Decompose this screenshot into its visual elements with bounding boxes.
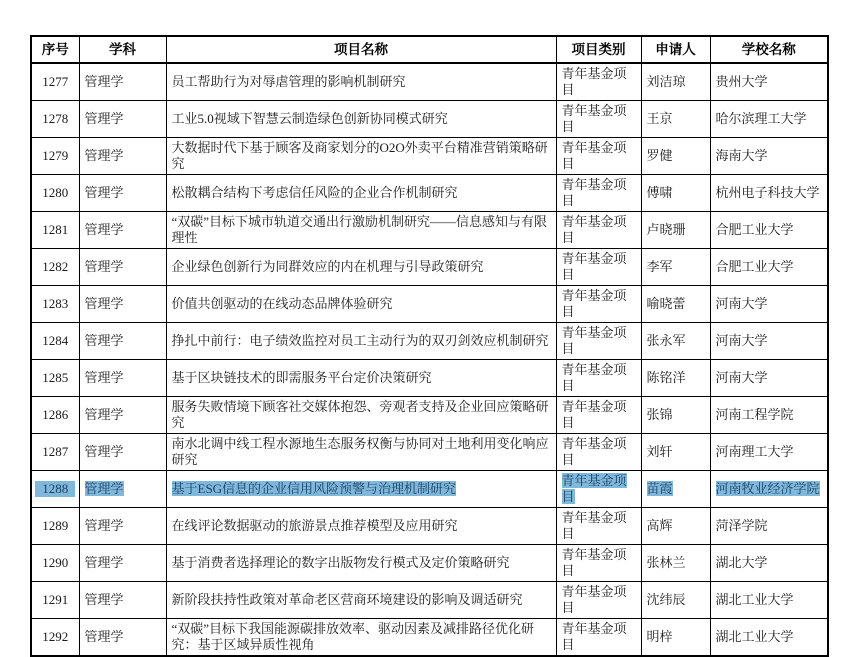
cell-school: 河南工程学院	[710, 397, 828, 434]
cell-category: 青年基金项目	[556, 434, 641, 471]
header-index: 序号	[31, 36, 79, 63]
cell-school: 河南理工大学	[710, 434, 828, 471]
cell-school: 河南大学	[710, 323, 828, 360]
table-row	[31, 101, 828, 138]
cell-index: 1289	[31, 508, 79, 545]
cell-applicant: 喻晓蕾	[641, 286, 710, 323]
cell-index: 1280	[31, 175, 79, 212]
cell-applicant: 高辉	[641, 508, 710, 545]
cell-school: 贵州大学	[710, 63, 828, 101]
cell-discipline: 管理学	[79, 175, 166, 212]
cell-school: 湖北工业大学	[710, 619, 828, 657]
cell-discipline: 管理学	[79, 471, 166, 508]
cell-project-title: 价值共创驱动的在线动态品牌体验研究	[166, 286, 556, 323]
table-row	[31, 138, 828, 175]
cell-index: 1292	[31, 619, 79, 657]
table-row	[31, 471, 828, 508]
cell-category: 青年基金项目	[556, 249, 641, 286]
cell-applicant: 明梓	[641, 619, 710, 657]
cell-school: 杭州电子科技大学	[710, 175, 828, 212]
table-row	[31, 619, 828, 657]
document-page	[0, 35, 841, 652]
cell-category: 青年基金项目	[556, 63, 641, 101]
table-row	[31, 360, 828, 397]
cell-project-title: 在线评论数据驱动的旅游景点推荐模型及应用研究	[166, 508, 556, 545]
cell-applicant: 王京	[641, 101, 710, 138]
cell-applicant: 刘轩	[641, 434, 710, 471]
cell-school: 河南大学	[710, 360, 828, 397]
cell-project-title: 南水北调中线工程水源地生态服务权衡与协同对土地利用变化响应研究	[166, 434, 556, 471]
cell-index: 1290	[31, 545, 79, 582]
cell-discipline: 管理学	[79, 508, 166, 545]
cell-project-title: 大数据时代下基于顾客及商家划分的O2O外卖平台精准营销策略研究	[166, 138, 556, 175]
cell-applicant: 张林兰	[641, 545, 710, 582]
header-project-title: 项目名称	[166, 36, 556, 63]
cell-project-title: “双碳”目标下城市轨道交通出行激励机制研究——信息感知与有限理性	[166, 212, 556, 249]
cell-index: 1279	[31, 138, 79, 175]
cell-category: 青年基金项目	[556, 138, 641, 175]
cell-discipline: 管理学	[79, 360, 166, 397]
cell-applicant: 张锦	[641, 397, 710, 434]
table-row	[31, 582, 828, 619]
cell-applicant: 傅啸	[641, 175, 710, 212]
cell-category: 青年基金项目	[556, 545, 641, 582]
cell-index: 1287	[31, 434, 79, 471]
cell-project-title: 工业5.0视域下智慧云制造绿色创新协同模式研究	[166, 101, 556, 138]
cell-category: 青年基金项目	[556, 471, 641, 508]
cell-category: 青年基金项目	[556, 582, 641, 619]
cell-category: 青年基金项目	[556, 360, 641, 397]
cell-project-title: 挣扎中前行：电子绩效监控对员工主动行为的双刃剑效应机制研究	[166, 323, 556, 360]
cell-project-title: 新阶段扶持性政策对革命老区营商环境建设的影响及调适研究	[166, 582, 556, 619]
cell-project-title: 基于区块链技术的即需服务平台定价决策研究	[166, 360, 556, 397]
cell-school: 合肥工业大学	[710, 212, 828, 249]
cell-category: 青年基金项目	[556, 101, 641, 138]
cell-index: 1278	[31, 101, 79, 138]
table-row	[31, 434, 828, 471]
cell-school: 湖北大学	[710, 545, 828, 582]
projects-table	[30, 35, 829, 657]
cell-index: 1281	[31, 212, 79, 249]
cell-school: 哈尔滨理工大学	[710, 101, 828, 138]
cell-applicant: 卢晓珊	[641, 212, 710, 249]
header-school: 学校名称	[710, 36, 828, 63]
cell-applicant: 罗健	[641, 138, 710, 175]
cell-category: 青年基金项目	[556, 175, 641, 212]
cell-discipline: 管理学	[79, 397, 166, 434]
table-row	[31, 323, 828, 360]
cell-discipline: 管理学	[79, 212, 166, 249]
table-row	[31, 508, 828, 545]
cell-category: 青年基金项目	[556, 619, 641, 657]
cell-discipline: 管理学	[79, 101, 166, 138]
cell-index: 1284	[31, 323, 79, 360]
table-row	[31, 175, 828, 212]
cell-discipline: 管理学	[79, 249, 166, 286]
cell-discipline: 管理学	[79, 63, 166, 101]
header-applicant: 申请人	[641, 36, 710, 63]
cell-index: 1277	[31, 63, 79, 101]
cell-category: 青年基金项目	[556, 323, 641, 360]
cell-index: 1286	[31, 397, 79, 434]
header-row	[31, 36, 828, 63]
cell-discipline: 管理学	[79, 619, 166, 657]
cell-category: 青年基金项目	[556, 508, 641, 545]
cell-index: 1285	[31, 360, 79, 397]
cell-discipline: 管理学	[79, 545, 166, 582]
table-row	[31, 63, 828, 101]
cell-index: 1283	[31, 286, 79, 323]
cell-index: 1282	[31, 249, 79, 286]
cell-index: 1291	[31, 582, 79, 619]
cell-school: 菏泽学院	[710, 508, 828, 545]
cell-discipline: 管理学	[79, 434, 166, 471]
cell-project-title: “双碳”目标下我国能源碳排放效率、驱动因素及减排路径优化研究：基于区域异质性视角	[166, 619, 556, 657]
table-row	[31, 545, 828, 582]
cell-project-title: 企业绿色创新行为同群效应的内在机理与引导政策研究	[166, 249, 556, 286]
cell-project-title: 服务失败情境下顾客社交媒体抱怨、旁观者支持及企业回应策略研究	[166, 397, 556, 434]
cell-applicant: 苗霞	[641, 471, 710, 508]
cell-project-title: 基于消费者选择理论的数字出版物发行模式及定价策略研究	[166, 545, 556, 582]
cell-index: 1288	[31, 471, 79, 508]
cell-applicant: 陈铭洋	[641, 360, 710, 397]
table-row	[31, 397, 828, 434]
cell-category: 青年基金项目	[556, 397, 641, 434]
cell-project-title: 松散耦合结构下考虑信任风险的企业合作机制研究	[166, 175, 556, 212]
cell-category: 青年基金项目	[556, 286, 641, 323]
cell-project-title: 员工帮助行为对辱虐管理的影响机制研究	[166, 63, 556, 101]
cell-discipline: 管理学	[79, 286, 166, 323]
table-body	[31, 63, 828, 656]
table-row	[31, 249, 828, 286]
cell-school: 湖北工业大学	[710, 582, 828, 619]
cell-applicant: 刘洁琼	[641, 63, 710, 101]
cell-applicant: 沈纬辰	[641, 582, 710, 619]
table-row	[31, 212, 828, 249]
cell-applicant: 张永军	[641, 323, 710, 360]
cell-project-title: 基于ESG信息的企业信用风险预警与治理机制研究	[166, 471, 556, 508]
cell-discipline: 管理学	[79, 323, 166, 360]
cell-discipline: 管理学	[79, 138, 166, 175]
header-category: 项目类别	[556, 36, 641, 63]
cell-discipline: 管理学	[79, 582, 166, 619]
cell-applicant: 李军	[641, 249, 710, 286]
header-discipline: 学科	[79, 36, 166, 63]
cell-school: 海南大学	[710, 138, 828, 175]
cell-school: 合肥工业大学	[710, 249, 828, 286]
cell-school: 河南牧业经济学院	[710, 471, 828, 508]
cell-school: 河南大学	[710, 286, 828, 323]
cell-category: 青年基金项目	[556, 212, 641, 249]
table-row	[31, 286, 828, 323]
